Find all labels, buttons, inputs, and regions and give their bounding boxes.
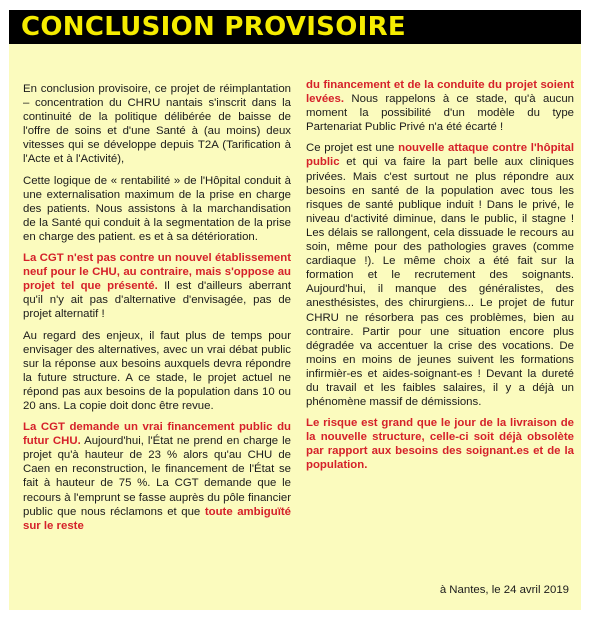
paragraph-enjeux: Au regard des enjeux, il faut plus de temps pour envisager des alternatives, avec un vrai débat public sur la réponse aux besoins auxquels devra répondre la future structure. A ce stade, le projet actuel ne répond pas aux besoins de la population dans 10 ou 20 ans. La copie doit donc être revue. bbox=[23, 329, 291, 412]
body-text: Aujourd'hui, l'État ne prend en charge le projet qu'à hauteur de 23 % alors qu'au CHU de Caen en reconstruction, le financement de l'État se fait à hauteur de 75 %. La CGT demande que le recours à l'emprunt se fasse auprès du pôle financier public que nous réclamons et que bbox=[23, 435, 291, 518]
date-signature: à Nantes, le 24 avril 2019 bbox=[439, 584, 569, 596]
body-text: et qui va faire la part belle aux cliniques privées. Mais c'est surtout ne plus répondre aux besoins en santé de la population avec tous les risques de santé publique induit ! Dans le privé, le niveau d'activité diminue, dans le public, il stagne ! Les délais se rallongent, cela dissuade le recours au soin, même pour des pathologies graves (comme cardiaque !). Le même choix a été fait sur la formation et le recrutement des soignants. Aujourd'hui, il manque des généralistes, des anesthésistes, des chirurgiens... Le projet de futur CHRU ne résorbera pas ces problèmes, bien au contraire. Partir pour une situation encore plus dégradée va accentuer la crise des vocations. De moins en moins de jeunes suivent les formations infirmièr-es et aides-soignant-es ! Devant la dureté du travail et les faibles salaires, il y a déjà un phénomène massif de démissions. bbox=[306, 156, 574, 409]
highlight-text: du financement et de la conduite du projet soient levées. bbox=[306, 79, 574, 106]
paragraph-financement bbox=[23, 420, 291, 533]
page-title: CONCLUSION PROVISOIRE bbox=[9, 10, 581, 44]
paragraph-attaque bbox=[306, 141, 574, 409]
paragraph-cgt-position bbox=[23, 251, 291, 321]
right-column bbox=[306, 78, 574, 480]
paragraph-risque: Le risque est grand que le jour de la livraison de la nouvelle structure, celle-ci soit déjà obsolète par rapport aux besoins des soignant.es et de la population. bbox=[306, 417, 574, 472]
highlight-text: La CGT demande un vrai financement public du futur CHU. bbox=[23, 421, 291, 448]
body-text: Nous rappelons à ce stade, qu'à aucun moment la possibilité d'un modèle du type Partenariat Public Privé n'a été écarté ! bbox=[306, 93, 574, 134]
paragraph-rentabilite: Cette logique de « rentabilité » de l'Hôpital conduit à une externalisation maximum de la prise en charge des patients. Nous assistons à la marchandisation de la Santé qui conduit à la segmentation de la prise en charge des patient. es et à sa détérioration. bbox=[23, 174, 291, 243]
content-panel bbox=[9, 44, 581, 610]
highlight-text: La CGT n'est pas contre un nouvel établissement neuf pour le CHU, au contraire, mais s'oppose au projet tel que présenté. bbox=[23, 252, 291, 293]
paragraph-intro: En conclusion provisoire, ce projet de réimplantation – concentration du CHRU nantais s'inscrit dans la continuité de la politique délibérée de baisse de l'offre de soins et d'une Santé à (au moins) deux vitesses qui se développe depuis T2A (Tarification à l'Acte et à l'Activité), bbox=[23, 83, 291, 166]
left-column bbox=[23, 82, 291, 540]
highlight-text: nouvelle attaque contre l'hôpital public bbox=[306, 142, 574, 169]
paragraph-financement-cont bbox=[306, 78, 574, 134]
body-text: Ce projet est une bbox=[306, 142, 399, 155]
highlight-text: toute ambiguïté sur le reste bbox=[23, 505, 291, 532]
body-text: Il est d'ailleurs aberrant qu'il n'y ait pas d'alternative d'envisagée, pas de projet alternatif ! bbox=[23, 280, 291, 321]
